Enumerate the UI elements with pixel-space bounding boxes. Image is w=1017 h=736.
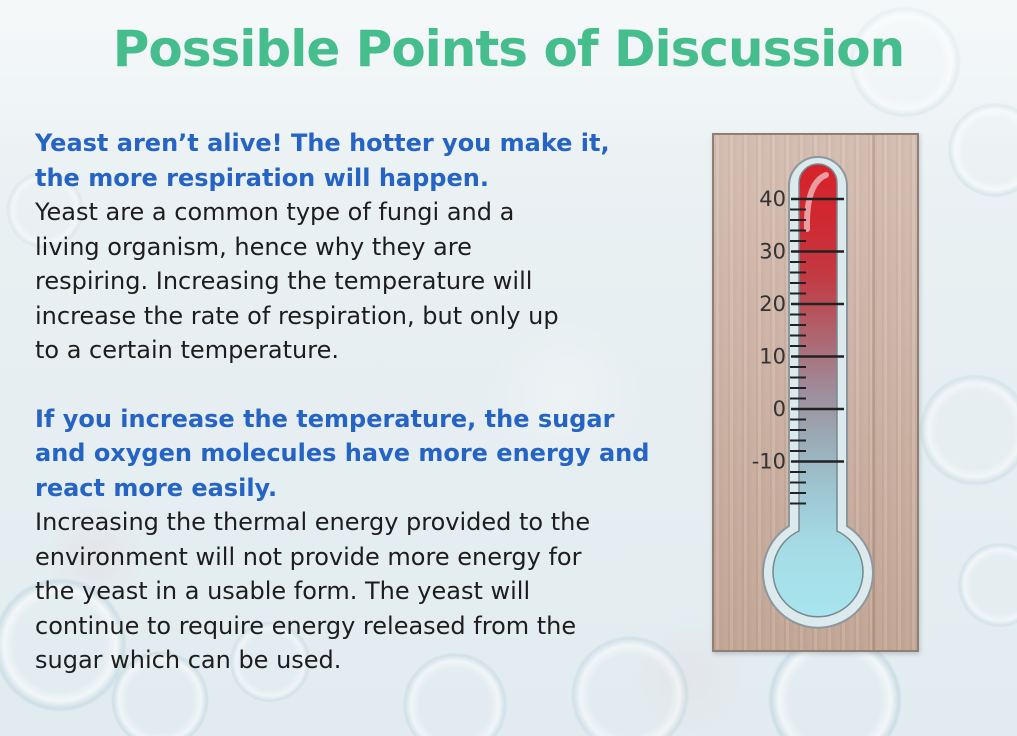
thermometer-scale-labels <box>752 187 786 474</box>
body-line: the yeast in a usable form. The yeast will <box>35 577 531 605</box>
thermometer-fluid <box>773 164 863 617</box>
heading-line: react more easily. <box>35 473 278 502</box>
heading-line: Yeast aren’t alive! The hotter you make it, <box>35 129 610 157</box>
body-line: to a certain temperature. <box>35 336 339 364</box>
scale-label: 10 <box>759 344 786 369</box>
body-line: sugar which can be used. <box>35 646 342 674</box>
section-more-energy <box>35 402 665 678</box>
body-line: living organism, hence why they are <box>35 232 472 261</box>
body-line: respiring. Increasing the temperature will <box>35 267 533 295</box>
section-yeast-alive <box>35 126 665 368</box>
body-line: Increasing the thermal energy provided to the <box>35 508 591 536</box>
scale-label: 40 <box>759 187 786 211</box>
scale-label: 0 <box>772 397 786 421</box>
thermometer-board <box>712 133 919 652</box>
body-line: continue to require energy released from the <box>35 611 577 640</box>
body-line: Yeast are a common type of fungi and a <box>35 198 515 226</box>
discussion-text <box>35 126 665 678</box>
scale-label: 20 <box>759 292 786 316</box>
scale-label: -10 <box>751 449 786 474</box>
heading-line: If you increase the temperature, the sugar <box>35 404 615 433</box>
heading-line: the more respiration will happen. <box>35 163 489 192</box>
body-line: increase the rate of respiration, but only up <box>35 301 559 330</box>
heading-line: and oxygen molecules have more energy and <box>35 439 650 467</box>
thermometer-icon <box>714 135 921 650</box>
scale-label: 30 <box>759 239 786 264</box>
body-line: environment will not provide more energy for <box>35 542 582 571</box>
page-title: Possible Points of Discussion <box>112 20 905 78</box>
